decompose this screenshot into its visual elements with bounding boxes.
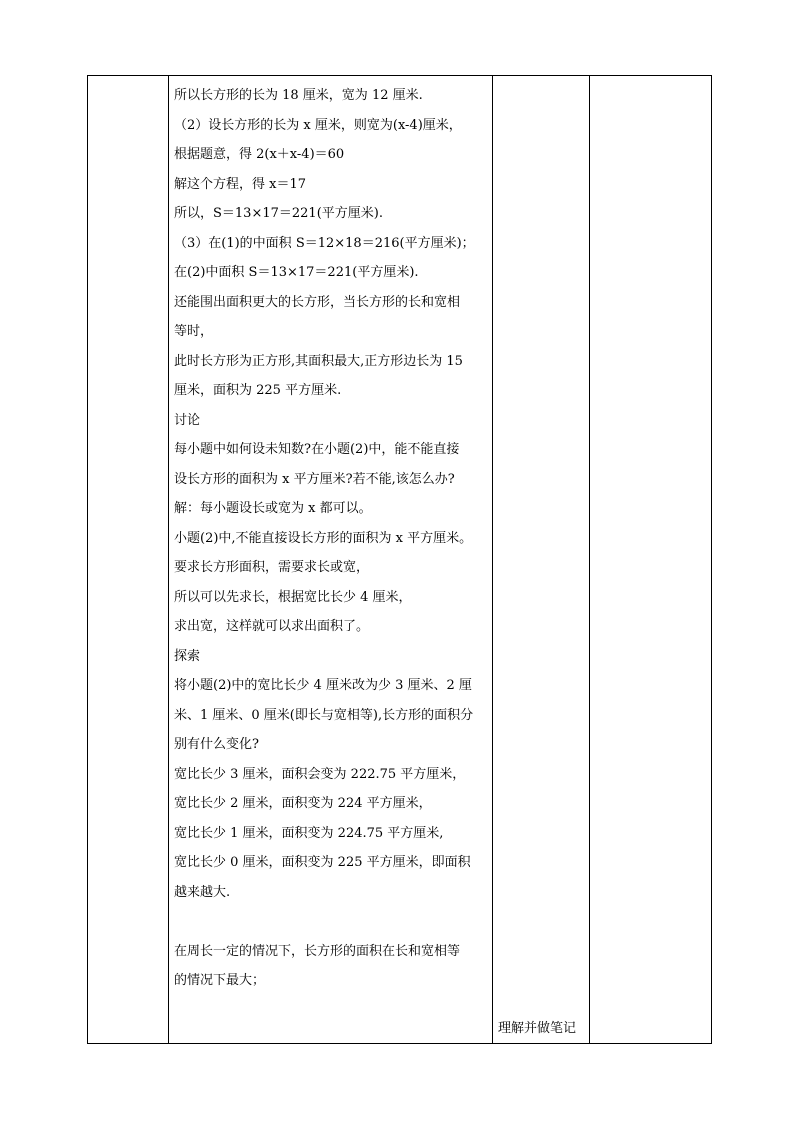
content-line: 所以，S＝13×17＝221(平方厘米). (174, 206, 383, 221)
content-line: 此时长方形为正方形,其面积最大,正方形边长为 15 (174, 353, 463, 369)
content-line: 宽比长少 1 厘米，面积变为 224.75 平方厘米, (174, 825, 444, 841)
content-line: 等时， (174, 324, 214, 339)
content-line: 根据题意，得 2(x＋x-4)＝60 (174, 147, 345, 162)
teacher-activity-cell (169, 76, 493, 1044)
content-line: 将小题(2)中的宽比长少 4 厘米改为少 3 厘米、2 厘 (174, 678, 472, 693)
content-line: 求出宽，这样就可以求出面积了。 (174, 619, 370, 634)
content-line: 宽比长少 0 厘米，面积变为 225 平方厘米，即面积 (174, 855, 471, 870)
content-line: 厘米，面积为 225 平方厘米. (174, 383, 342, 398)
content-line: 设长方形的面积为 x 平方厘米?若不能,该怎么办? (174, 471, 455, 487)
table-row (88, 76, 712, 1044)
content-line: 所以长方形的长为 18 厘米，宽为 12 厘米. (174, 88, 423, 103)
stage-cell (88, 76, 169, 1044)
content-line: 在(2)中面积 S＝13×17＝221(平方厘米). (174, 265, 419, 280)
content-line: 米、1 厘米、0 厘米(即长与宽相等),长方形的面积分 (174, 707, 474, 723)
content-line: 的情况下最大； (174, 973, 266, 988)
design-intent-cell (590, 76, 712, 1044)
lesson-plan-table (87, 75, 712, 1044)
content-line: 每小题中如何设未知数?在小题(2)中，能不能直接 (174, 442, 460, 457)
content-line: 所以可以先求长，根据宽比长少 4 厘米， (174, 589, 412, 605)
student-activity-text: 理解并做笔记 (498, 1021, 577, 1036)
content-line: 解这个方程，得 x＝17 (174, 176, 307, 192)
content-line: 要求长方形面积，需要求长或宽， (174, 560, 370, 575)
teacher-activity-content (169, 76, 492, 996)
content-line: 解：每小题设长或宽为 x 都可以。 (174, 501, 372, 516)
content-line: 小题(2)中,不能直接设长方形的面积为 x 平方厘米。 (174, 530, 473, 546)
content-line: 宽比长少 2 厘米，面积变为 224 平方厘米， (174, 796, 432, 811)
content-line: 宽比长少 3 厘米，面积会变为 222.75 平方厘米， (174, 766, 466, 782)
content-line (174, 907, 488, 937)
content-line: 探索 (174, 648, 201, 664)
student-activity-cell (493, 76, 590, 1044)
content-line: （3）在(1)的中面积 S＝12×18＝216(平方厘米)； (174, 235, 475, 251)
content-line: 在周长一定的情况下，长方形的面积在长和宽相等 (174, 943, 461, 959)
content-line: 别有什么变化? (174, 737, 259, 752)
content-line: 讨论 (174, 412, 201, 428)
content-line: （2）设长方形的长为 x 厘米，则宽为(x-4)厘米， (174, 117, 462, 133)
content-line: 越来越大. (174, 884, 231, 900)
content-line: 还能围出面积更大的长方形，当长方形的长和宽相 (174, 294, 461, 310)
